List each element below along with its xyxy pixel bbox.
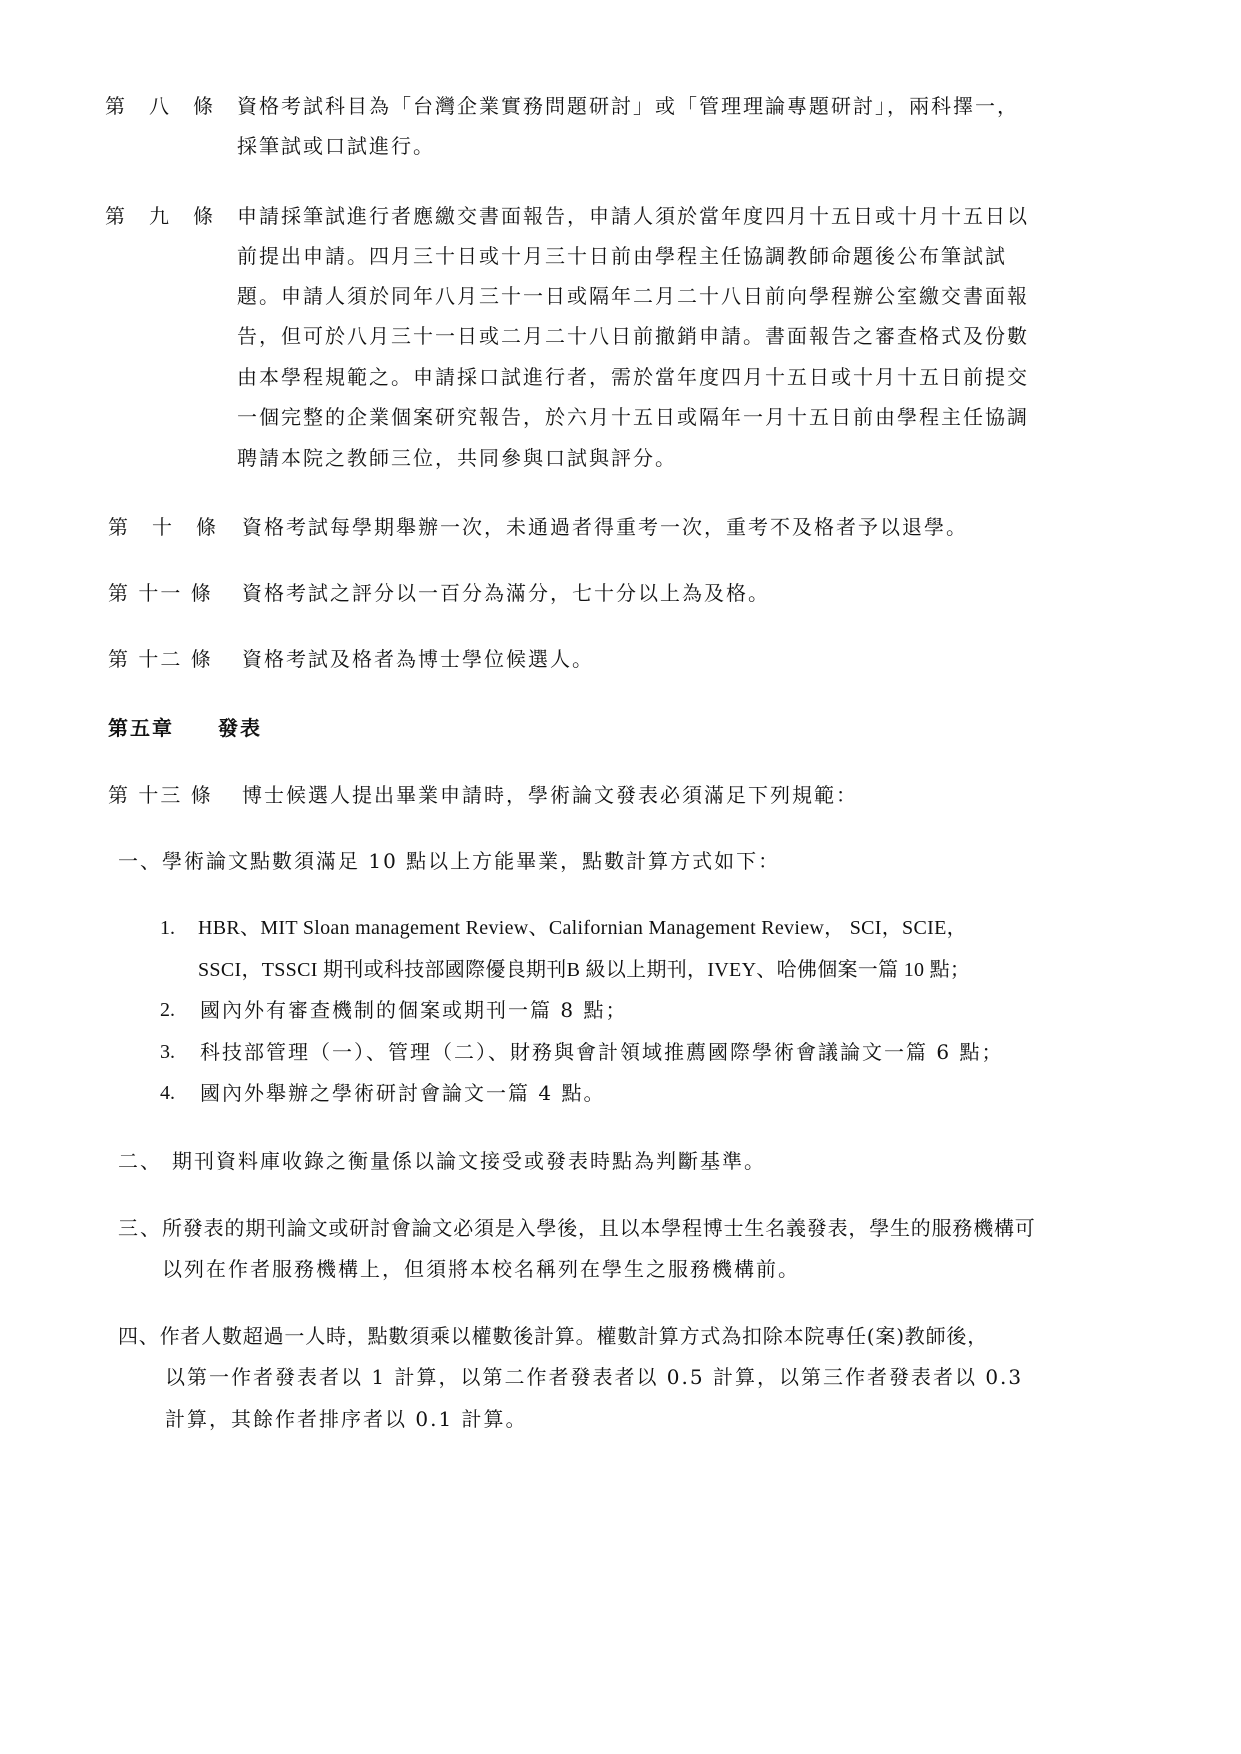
article-9-line-1: 申請採筆試進行者應繳交書面報告，申請人須於當年度四月十五日或十月十五日以 (237, 204, 1029, 228)
item-1-line-2: SSCI，TSSCI 期刊或科技部國際優良期刊B 級以上期刊，IVEY、哈佛個案一篇 10 點； (198, 959, 971, 981)
article-9-line-6: 一個完整的企業個案研究報告，於六月十五日或隔年一月十五日前由學程主任協調 (237, 405, 1029, 429)
article-8-line-1: 資格考試科目為「台灣企業實務問題研討」或「管理理論專題研討」，兩科擇一， (237, 94, 1019, 118)
section-4-line-2: 以第一作者發表者以 1 計算，以第二作者發表者以 0.5 計算，以第三作者發表者以 0.3 (165, 1365, 1024, 1389)
article-9-label: 第 九 條 (105, 204, 215, 228)
item-2-number: 2. (160, 999, 175, 1021)
article-11-text: 資格考試之評分以一百分為滿分，七十分以上為及格。 (242, 581, 770, 605)
article-13-label: 第 十三 條 (108, 783, 213, 807)
item-1-number: 1. (160, 917, 175, 939)
article-9-line-5: 由本學程規範之。申請採口試進行者，需於當年度四月十五日或十月十五日前提交 (237, 365, 1029, 389)
article-13-text: 博士候選人提出畢業申請時，學術論文發表必須滿足下列規範： (242, 783, 858, 807)
article-11-label: 第 十一 條 (108, 581, 213, 605)
section-2-text: 期刊資料庫收錄之衡量係以論文接受或發表時點為判斷基準。 (172, 1149, 766, 1173)
article-9-line-4: 告，但可於八月三十一日或二月二十八日前撤銷申請。書面報告之審查格式及份數 (237, 324, 1029, 348)
item-4-number: 4. (160, 1082, 175, 1104)
article-12-label: 第 十二 條 (108, 647, 213, 671)
section-3-line-2: 以列在作者服務機構上，但須將本校名稱列在學生之服務機構前。 (162, 1257, 800, 1281)
article-12-text: 資格考試及格者為博士學位候選人。 (242, 647, 594, 671)
article-9-line-2: 前提出申請。四月三十日或十月三十日前由學程主任協調教師命題後公布筆試試 (237, 244, 1007, 268)
item-1-line-1: HBR、MIT Sloan management Review、Californian Management Review， SCI，SCIE， (198, 917, 967, 939)
article-8-line-2: 採筆試或口試進行。 (237, 134, 435, 158)
section-3-line-1: 所發表的期刊論文或研討會論文必須是入學後，且以本學程博士生名義發表，學生的服務機構可 (162, 1216, 1036, 1240)
item-2-text: 國內外有審查機制的個案或期刊一篇 8 點； (200, 998, 628, 1022)
item-3-number: 3. (160, 1041, 175, 1063)
section-1-text: 一、學術論文點數須滿足 10 點以上方能畢業，點數計算方式如下： (118, 849, 781, 873)
section-2-label: 二、 (118, 1149, 162, 1173)
section-4-line-3: 計算，其餘作者排序者以 0.1 計算。 (165, 1407, 528, 1431)
item-4-text: 國內外舉辦之學術研討會論文一篇 4 點。 (200, 1081, 606, 1105)
chapter-5-title: 發表 (218, 716, 262, 740)
article-10-text: 資格考試每學期舉辦一次，未通過者得重考一次，重考不及格者予以退學。 (242, 515, 968, 539)
item-3-text: 科技部管理（一）、管理（二）、財務與會計領域推薦國際學術會議論文一篇 6 點； (200, 1040, 1004, 1064)
chapter-5-label: 第五章 (108, 716, 174, 740)
section-4-line-1: 四、作者人數超過一人時，點數須乘以權數後計算。權數計算方式為扣除本院專任(案)教師後， (118, 1324, 989, 1348)
article-9-line-7: 聘請本院之教師三位，共同參與口試與評分。 (237, 446, 677, 470)
section-3-label: 三、 (118, 1216, 162, 1240)
article-9-line-3: 題。申請人須於同年八月三十一日或隔年二月二十八日前向學程辦公室繳交書面報 (237, 284, 1029, 308)
article-10-label: 第 十 條 (108, 515, 218, 539)
article-8-label: 第 八 條 (105, 94, 215, 118)
